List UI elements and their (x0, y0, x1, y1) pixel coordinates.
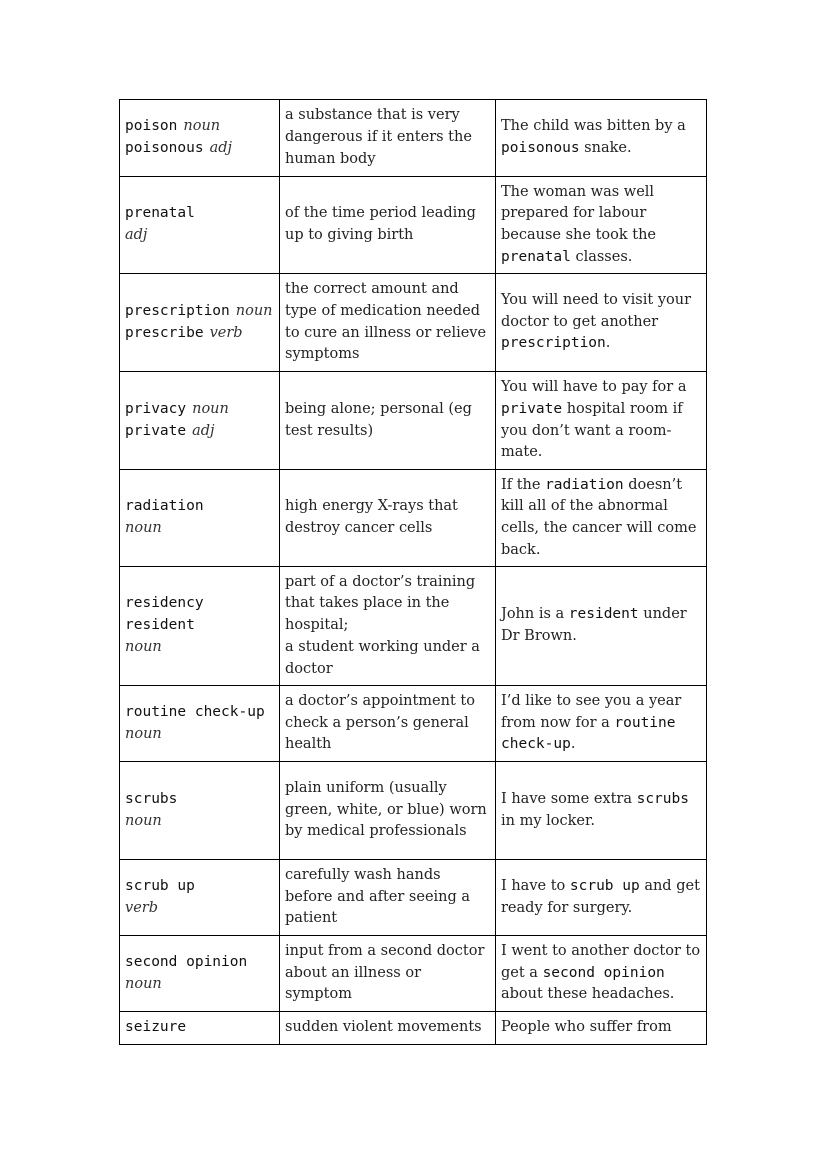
example-text: The woman was well prepared for labour because she took the (501, 183, 656, 243)
example-text: If the (501, 476, 546, 493)
part-of-speech: noun (125, 638, 162, 655)
term-word (125, 496, 274, 518)
part-of-speech: noun (125, 725, 162, 742)
definition-text: input from a second doctor about an illness or symptom (285, 942, 485, 1003)
definition-text: high energy X-rays that destroy cancer cells (285, 498, 458, 536)
example-text: snake. (579, 140, 632, 156)
term-word (125, 323, 274, 345)
term-text: poison (125, 118, 178, 135)
glossary-row (120, 762, 707, 860)
part-of-speech: noun (125, 975, 162, 992)
term-text: routine check-up (125, 703, 265, 720)
term-text: poisonous (125, 140, 204, 156)
part-of-speech: verb (209, 324, 243, 341)
term-word (125, 789, 274, 811)
example-text: classes. (570, 248, 633, 265)
part-of-speech: noun (125, 812, 162, 829)
example-cell (496, 470, 707, 567)
term-cell (120, 567, 280, 686)
example-cell (496, 762, 707, 860)
part-of-speech: adj (125, 227, 148, 243)
term-text: seizure (125, 1019, 187, 1036)
term-word (125, 1017, 274, 1039)
glossary-table (119, 99, 707, 1045)
term-text: scrub up (125, 877, 195, 894)
example-text: I went to another doctor to get a (501, 942, 701, 981)
definition-cell (280, 470, 496, 567)
definition-cell (280, 567, 496, 686)
example-cell (496, 274, 707, 372)
definition-text: of the time period leading up to giving birth (285, 205, 476, 243)
term-cell (120, 936, 280, 1012)
example-keyword: routine check-up (501, 714, 676, 753)
example-keyword: scrubs (636, 790, 689, 807)
term-text: resident (125, 617, 195, 634)
example-text: The child was bitten by a (501, 118, 686, 135)
example-text: I have to (501, 877, 570, 894)
example-keyword: scrub up (569, 877, 640, 894)
definition-cell (280, 274, 496, 372)
example-cell (496, 686, 707, 762)
definition-text: sudden violent movements (285, 1019, 482, 1036)
example-text: People who suffer from (501, 1019, 672, 1036)
term-word (125, 116, 274, 138)
definition-cell (280, 1012, 496, 1045)
definition-text: a student working under a doctor (285, 638, 480, 677)
definition-cell (280, 860, 496, 936)
term-cell (120, 274, 280, 372)
example-text: in my locker. (501, 812, 595, 829)
term-text: prescription (125, 302, 230, 319)
term-text: prescribe (125, 324, 204, 341)
term-text: scrubs (125, 790, 178, 807)
term-word (125, 301, 274, 323)
example-text: John is a (501, 606, 569, 623)
glossary-row (120, 567, 707, 686)
term-word (125, 593, 274, 615)
example-keyword: poisonous (501, 140, 580, 156)
term-word (125, 702, 274, 724)
example-cell (496, 567, 707, 686)
part-of-speech: noun (192, 400, 229, 417)
example-cell (496, 372, 707, 470)
term-word (125, 203, 274, 225)
glossary-row (120, 686, 707, 762)
example-text: I’d like to see you a year from now for a (501, 692, 682, 731)
term-cell (120, 470, 280, 567)
part-of-speech: adj (192, 422, 215, 439)
term-text: prenatal (125, 205, 195, 222)
example-text: doesn’t kill all of the abnormal cells, the cancer will come back. (501, 476, 697, 558)
example-text: You will need to visit your doctor to get another (501, 291, 692, 330)
term-word (125, 952, 274, 974)
example-keyword: resident (568, 606, 639, 623)
glossary-body (120, 100, 707, 1045)
part-of-speech: noun (183, 118, 221, 135)
definition-cell (280, 686, 496, 762)
part-of-speech: noun (235, 302, 273, 319)
example-text: You will have to pay for a (501, 379, 687, 396)
part-of-speech: adj (209, 140, 233, 156)
term-word (125, 421, 274, 443)
glossary-row (120, 274, 707, 372)
example-text: I have some extra (501, 790, 637, 807)
term-cell (120, 762, 280, 860)
definition-cell (280, 762, 496, 860)
example-text: and get ready for surgery. (501, 877, 700, 916)
definition-cell (280, 177, 496, 274)
term-cell (120, 860, 280, 936)
term-cell (120, 1012, 280, 1045)
example-keyword: prescription (501, 335, 606, 352)
example-cell (496, 860, 707, 936)
definition-cell (280, 372, 496, 470)
definition-text: plain uniform (usually green, white, or blue) worn by medical professionals (285, 779, 487, 840)
term-cell (120, 177, 280, 274)
term-text: radiation (125, 498, 204, 515)
definition-text: part of a doctor’s training that takes place in the hospital; (285, 573, 476, 634)
example-text: . (605, 335, 611, 352)
term-cell (120, 100, 280, 177)
glossary-row (120, 470, 707, 567)
example-keyword: private (501, 400, 563, 417)
term-word (125, 399, 274, 421)
term-cell (120, 686, 280, 762)
example-keyword: second opinion (542, 964, 665, 981)
example-keyword: radiation (545, 476, 624, 493)
definition-text: a doctor’s appointment to check a person’s general health (285, 692, 475, 753)
definition-cell (280, 936, 496, 1012)
glossary-row (120, 860, 707, 936)
definition-text: the correct amount and type of medication needed to cure an illness or relieve symptoms (285, 281, 487, 363)
definition-text: a substance that is very dangerous if it enters the human body (285, 107, 472, 167)
glossary-row (120, 100, 707, 177)
term-text: private (125, 422, 187, 439)
part-of-speech: verb (125, 899, 158, 916)
term-text: privacy (125, 400, 187, 417)
example-text: under Dr Brown. (501, 606, 687, 644)
example-text: . (570, 736, 576, 753)
term-word (125, 876, 274, 898)
glossary-row (120, 372, 707, 470)
term-word (125, 138, 274, 160)
example-text: about these headaches. (501, 986, 675, 1003)
example-cell (496, 100, 707, 177)
example-cell (496, 177, 707, 274)
term-word (125, 615, 274, 637)
definition-text: being alone; personal (eg test results) (285, 400, 472, 439)
term-text: second opinion (125, 953, 248, 970)
part-of-speech: noun (125, 520, 162, 536)
definition-text: carefully wash hands before and after seeing a patient (285, 866, 471, 927)
glossary-row (120, 936, 707, 1012)
example-cell (496, 936, 707, 1012)
term-cell (120, 372, 280, 470)
example-text: hospital room if you don’t want a room-mate. (501, 400, 683, 461)
example-cell (496, 1012, 707, 1045)
example-keyword: prenatal (501, 248, 571, 265)
definition-cell (280, 100, 496, 177)
glossary-row (120, 177, 707, 274)
glossary-row (120, 1012, 707, 1045)
term-text: residency (125, 595, 204, 612)
